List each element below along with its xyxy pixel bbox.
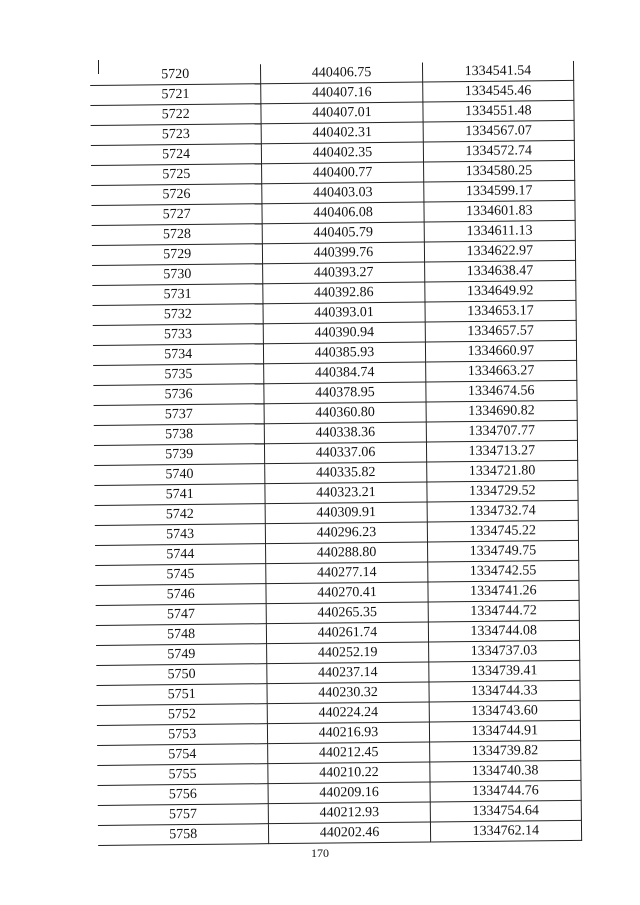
y-coordinate-cell: 1334572.74 [423, 140, 575, 162]
x-coordinate-cell: 440407.16 [261, 82, 423, 104]
point-id-cell: 5725 [91, 164, 262, 186]
point-id-cell: 5735 [93, 364, 264, 386]
x-coordinate-cell: 440335.82 [265, 462, 427, 484]
point-id-cell: 5745 [95, 564, 266, 586]
y-coordinate-cell: 1334744.72 [428, 600, 580, 622]
point-id-cell: 5724 [91, 144, 262, 166]
x-coordinate-cell: 440405.79 [263, 222, 425, 244]
y-coordinate-cell: 1334690.82 [426, 400, 578, 422]
x-coordinate-cell: 440309.91 [265, 502, 427, 524]
point-id-cell: 5737 [94, 404, 265, 426]
y-coordinate-cell: 1334580.25 [423, 160, 575, 182]
point-id-cell: 5729 [92, 244, 263, 266]
y-coordinate-cell: 1334601.83 [424, 200, 576, 222]
y-coordinate-cell: 1334739.82 [429, 740, 581, 762]
point-id-cell: 5731 [92, 284, 263, 306]
point-id-cell: 5727 [91, 204, 262, 226]
point-id-cell: 5723 [91, 124, 262, 146]
point-id-cell: 5722 [90, 104, 261, 126]
point-id-cell: 5746 [95, 584, 266, 606]
x-coordinate-cell: 440385.93 [264, 342, 426, 364]
point-id-cell: 5730 [92, 264, 263, 286]
x-coordinate-cell: 440393.27 [263, 262, 425, 284]
y-coordinate-cell: 1334742.55 [427, 560, 579, 582]
x-coordinate-cell: 440216.93 [268, 722, 430, 744]
point-id-cell: 5728 [92, 224, 263, 246]
x-coordinate-cell: 440338.36 [265, 422, 427, 444]
y-coordinate-cell: 1334599.17 [423, 180, 575, 202]
x-coordinate-cell: 440378.95 [264, 382, 426, 404]
x-coordinate-cell: 440402.35 [262, 142, 424, 164]
y-coordinate-cell: 1334754.64 [430, 800, 582, 822]
y-coordinate-cell: 1334674.56 [425, 380, 577, 402]
y-coordinate-cell: 1334663.27 [425, 360, 577, 382]
y-coordinate-cell: 1334740.38 [429, 760, 581, 782]
point-id-cell: 5747 [96, 604, 267, 626]
coordinate-table-wrapper [90, 61, 582, 846]
x-coordinate-cell: 440384.74 [264, 362, 426, 384]
x-coordinate-cell: 440337.06 [265, 442, 427, 464]
x-coordinate-cell: 440209.16 [268, 782, 430, 804]
x-coordinate-cell: 440360.80 [264, 402, 426, 424]
point-id-cell: 5743 [95, 524, 266, 546]
x-coordinate-cell: 440202.46 [269, 822, 431, 844]
x-coordinate-cell: 440210.22 [268, 762, 430, 784]
y-coordinate-cell: 1334744.76 [430, 780, 582, 802]
x-coordinate-cell: 440265.35 [266, 602, 428, 624]
x-coordinate-cell: 440400.77 [262, 162, 424, 184]
point-id-cell: 5720 [90, 64, 261, 85]
point-id-cell: 5726 [91, 184, 262, 206]
point-id-cell: 5736 [93, 384, 264, 406]
point-id-cell: 5721 [90, 84, 261, 106]
x-coordinate-cell: 440212.45 [268, 742, 430, 764]
x-coordinate-cell: 440237.14 [267, 662, 429, 684]
point-id-cell: 5757 [98, 804, 269, 826]
y-coordinate-cell: 1334649.92 [424, 280, 576, 302]
y-coordinate-cell: 1334745.22 [427, 520, 579, 542]
y-coordinate-cell: 1334707.77 [426, 420, 578, 442]
x-coordinate-cell: 440402.31 [261, 122, 423, 144]
y-coordinate-cell: 1334622.97 [424, 240, 576, 262]
point-id-cell: 5754 [97, 744, 268, 766]
point-id-cell: 5752 [97, 704, 268, 726]
point-id-cell: 5740 [94, 464, 265, 486]
x-coordinate-cell: 440224.24 [268, 702, 430, 724]
y-coordinate-cell: 1334762.14 [430, 820, 582, 842]
point-id-cell: 5749 [96, 644, 267, 666]
point-id-cell: 5751 [96, 684, 267, 706]
x-coordinate-cell: 440393.01 [263, 302, 425, 324]
y-coordinate-cell: 1334660.97 [425, 340, 577, 362]
x-coordinate-cell: 440406.08 [262, 202, 424, 224]
y-coordinate-cell: 1334713.27 [426, 440, 578, 462]
y-coordinate-cell: 1334611.13 [424, 220, 576, 242]
x-coordinate-cell: 440392.86 [263, 282, 425, 304]
y-coordinate-cell: 1334657.57 [425, 320, 577, 342]
point-id-cell: 5732 [93, 304, 264, 326]
x-coordinate-cell: 440390.94 [264, 322, 426, 344]
y-coordinate-cell: 1334741.26 [428, 580, 580, 602]
point-id-cell: 5741 [94, 484, 265, 506]
point-id-cell: 5733 [93, 324, 264, 346]
point-id-cell: 5734 [93, 344, 264, 366]
y-coordinate-cell: 1334744.33 [429, 680, 581, 702]
x-coordinate-cell: 440277.14 [266, 562, 428, 584]
x-coordinate-cell: 440212.93 [269, 802, 431, 824]
y-coordinate-cell: 1334638.47 [424, 260, 576, 282]
point-id-cell: 5748 [96, 624, 267, 646]
point-id-cell: 5756 [98, 784, 269, 806]
point-id-cell: 5758 [98, 824, 269, 846]
x-coordinate-cell: 440230.32 [267, 682, 429, 704]
x-coordinate-cell: 440406.75 [261, 63, 423, 84]
point-id-cell: 5738 [94, 424, 265, 446]
x-coordinate-cell: 440399.76 [263, 242, 425, 264]
y-coordinate-cell: 1334721.80 [426, 460, 578, 482]
coordinate-table-body [90, 61, 582, 846]
y-coordinate-cell: 1334743.60 [429, 700, 581, 722]
y-coordinate-cell: 1334541.54 [422, 61, 574, 82]
x-coordinate-cell: 440270.41 [266, 582, 428, 604]
y-coordinate-cell: 1334729.52 [427, 480, 579, 502]
y-coordinate-cell: 1334749.75 [427, 540, 579, 562]
y-coordinate-cell: 1334739.41 [428, 660, 580, 682]
point-id-cell: 5739 [94, 444, 265, 466]
point-id-cell: 5755 [97, 764, 268, 786]
y-coordinate-cell: 1334653.17 [425, 300, 577, 322]
y-coordinate-cell: 1334545.46 [422, 80, 574, 102]
x-coordinate-cell: 440323.21 [265, 482, 427, 504]
y-coordinate-cell: 1334567.07 [423, 120, 575, 142]
coordinate-table [90, 61, 582, 846]
y-coordinate-cell: 1334744.91 [429, 720, 581, 742]
y-coordinate-cell: 1334744.08 [428, 620, 580, 642]
y-coordinate-cell: 1334732.74 [427, 500, 579, 522]
point-id-cell: 5744 [95, 544, 266, 566]
x-coordinate-cell: 440403.03 [262, 182, 424, 204]
x-coordinate-cell: 440288.80 [266, 542, 428, 564]
page-number: 170 [311, 846, 329, 860]
point-id-cell: 5750 [96, 664, 267, 686]
x-coordinate-cell: 440407.01 [261, 102, 423, 124]
point-id-cell: 5742 [95, 504, 266, 526]
y-coordinate-cell: 1334737.03 [428, 640, 580, 662]
point-id-cell: 5753 [97, 724, 268, 746]
x-coordinate-cell: 440252.19 [267, 642, 429, 664]
x-coordinate-cell: 440296.23 [266, 522, 428, 544]
y-coordinate-cell: 1334551.48 [423, 100, 575, 122]
x-coordinate-cell: 440261.74 [267, 622, 429, 644]
